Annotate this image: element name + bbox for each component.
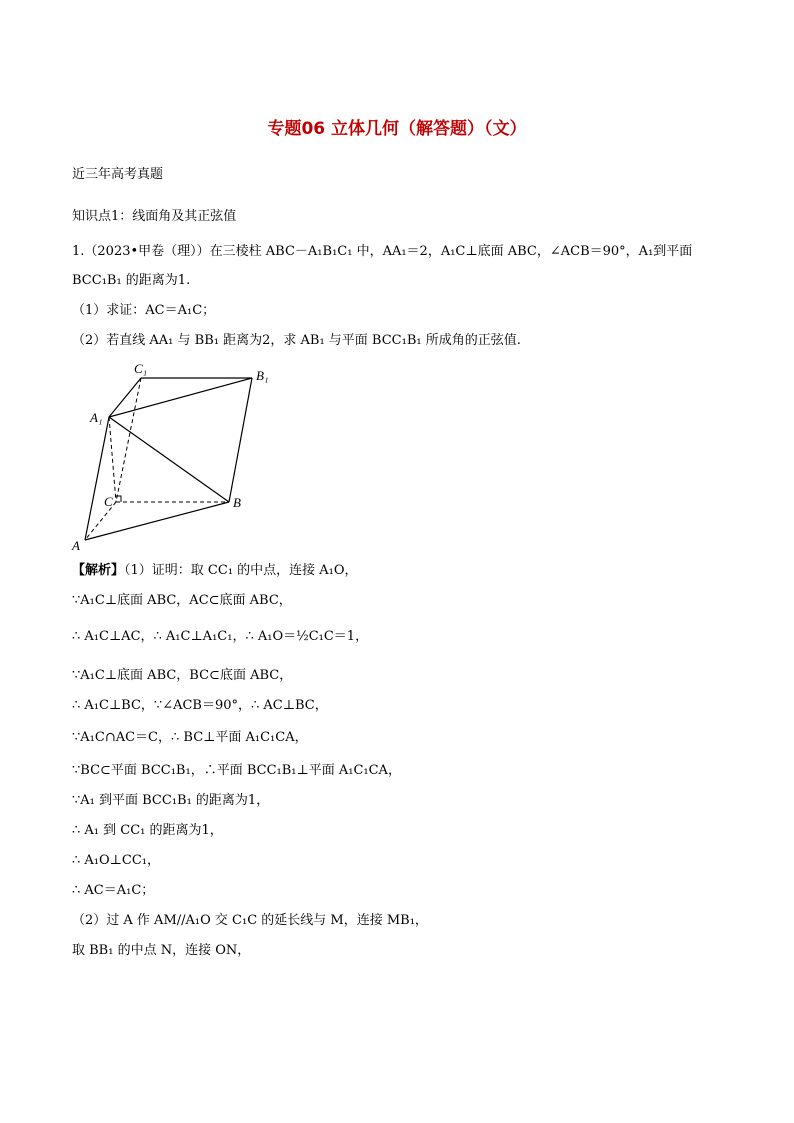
solution-line-7: ∵BC⊂平面 BCC₁B₁，∴平面 BCC₁B₁⊥平面 A₁C₁CA，: [72, 763, 401, 778]
solution-line-6: ∵A₁C∩AC＝C，∴ BC⊥平面 A₁C₁CA，: [72, 730, 308, 745]
solution-header: 【解析】: [72, 563, 125, 578]
solution-line-4: ∵A₁C⊥底面 ABC，BC⊂底面 ABC，: [72, 668, 293, 683]
solution-line-9: ∴ A₁ 到 CC₁ 的距离为1，: [72, 823, 223, 838]
label-c: C: [104, 494, 113, 509]
knowledge-point-heading: 知识点1：线面角及其正弦值: [72, 209, 237, 224]
solution-line-11: ∴ AC＝A₁C；: [72, 883, 155, 898]
edge-c1-a1: [109, 378, 141, 417]
label-b1: B₁: [256, 368, 269, 383]
problem-part-2: （2）若直线 AA₁ 与 BB₁ 距离为2，求 AB₁ 与平面 BCC₁B₁ 所成角的正弦值.: [72, 333, 521, 348]
edge-b1-b: [229, 378, 252, 502]
label-b: B: [233, 495, 241, 510]
edge-a1-c: [109, 417, 116, 502]
solution-line-8: ∵A₁ 到平面 BCC₁B₁ 的距离为1，: [72, 793, 270, 808]
solution-line-5: ∴ A₁C⊥BC，∵∠ACB＝90°，∴ AC⊥BC，: [72, 698, 328, 713]
prism-figure: [70, 360, 290, 555]
edge-a1-b1: [109, 378, 252, 417]
page-title: 专题06 立体几何（解答题）（文）: [267, 119, 527, 139]
problem-statement-line-1: 1.（2023•甲卷（理））在三棱柱 ABC－A₁B₁C₁ 中，AA₁＝2，A₁C⊥底面 ABC，∠ACB＝90°，A₁到平面: [72, 244, 693, 259]
edge-a1-b: [109, 417, 229, 502]
problem-part-1: （1）求证：AC＝A₁C；: [72, 303, 216, 318]
problem-statement-line-2: BCC₁B₁ 的距离为1.: [72, 273, 191, 288]
edge-c1-c: [116, 378, 141, 502]
solution-line-1: [72, 562, 358, 580]
solution-line-3: ∴ A₁C⊥AC，∴ A₁C⊥A₁C₁，∴ A₁O＝½C₁C＝1，: [72, 629, 369, 644]
solution-line-2: ∵A₁C⊥底面 ABC，AC⊂底面 ABC，: [72, 593, 292, 608]
label-a1: A₁: [90, 410, 103, 425]
edge-a1-a: [85, 417, 109, 540]
label-c1: C₁: [134, 361, 148, 376]
section-heading: 近三年高考真题: [72, 167, 164, 182]
solution-line-12: （2）过 A 作 AM//A₁O 交 C₁C 的延长线与 M，连接 MB₁，: [72, 913, 428, 928]
solution-text: （1）证明：取 CC₁ 的中点，连接 A₁O，: [124, 563, 358, 578]
solution-line-13: 取 BB₁ 的中点 N，连接 ON，: [72, 943, 251, 958]
label-a: A: [72, 538, 80, 553]
solution-line-10: ∴ A₁O⊥CC₁，: [72, 853, 160, 868]
